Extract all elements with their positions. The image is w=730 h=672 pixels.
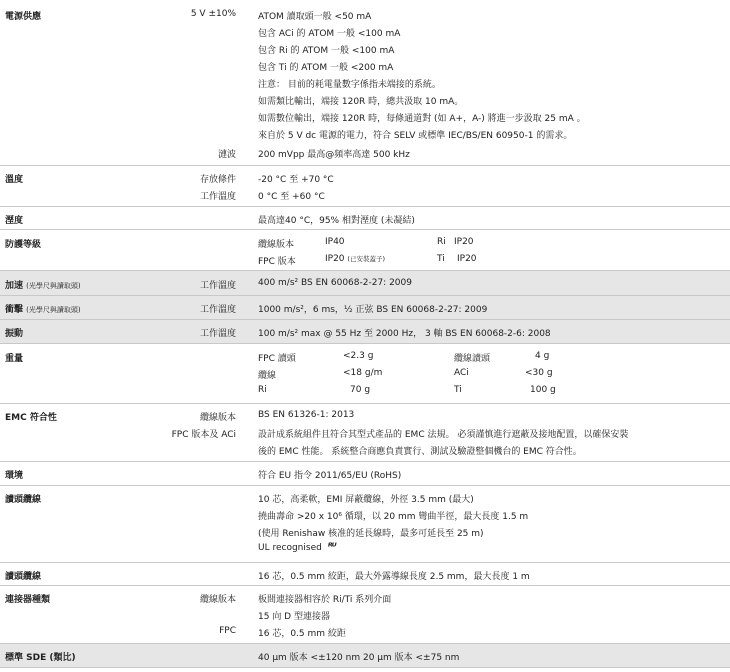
- head-cable2-value: 16 芯，0.5 mm 絞距，最大外露導線長度 2.5 mm，最大長度 1 m: [258, 572, 530, 582]
- humidity-value: 最高達40 °C，95% 相對溼度 (未凝結): [258, 216, 415, 226]
- emc-value2a: 設計成系統組件且符合其型式產品的 EMC 法規。 必須謹慎進行遮蔽及接地配置，以確保安裝: [258, 430, 629, 440]
- sealing-ti-value: IP20: [457, 254, 477, 264]
- operating-value: 0 °C 至 +60 °C: [258, 192, 325, 202]
- power-line-6: 如需數位輸出，端接 120R 時，每條通道對 (如 A+，A-) 將進一步汲取 25 mA 。: [258, 114, 586, 124]
- sealing-ri-value: IP20: [454, 237, 474, 247]
- storage-value: -20 °C 至 +70 °C: [258, 175, 334, 185]
- power-section: [0, 0, 730, 165]
- temperature-section: [0, 166, 730, 206]
- mass-label: 重量: [5, 354, 24, 364]
- humidity-section: [0, 207, 730, 229]
- environment-value: 符合 EU 指令 2011/65/EU (RoHS): [258, 471, 402, 481]
- sealing-fpc-value: [325, 254, 385, 264]
- head-cable-line-3: [258, 542, 336, 553]
- divider: [0, 667, 730, 668]
- vibration-label: 振動: [5, 329, 24, 339]
- ripple-cond: 漣波: [217, 150, 236, 160]
- acceleration-value: 400 m/s² BS EN 60068-2-27: 2009: [258, 278, 412, 288]
- head-cable-line-2: (使用 Renishaw 核准的延長線時，最多可延長至 25 m): [258, 529, 484, 539]
- shock-sub: (光學尺與讀取頭): [26, 306, 81, 314]
- mass-ri-value: 70 g: [350, 385, 371, 395]
- environment-section: [0, 462, 730, 485]
- mass-aci-label: ACi: [454, 368, 469, 378]
- sealing-ri-label: Ri: [437, 237, 446, 247]
- vibration-value: 100 m/s² max @ 55 Hz 至 2000 Hz， 3 軸 BS EN 60068-2-6: 2008: [258, 329, 551, 339]
- ripple-value: 200 mVpp 最高@頻率高達 500 kHz: [258, 150, 410, 160]
- power-cond: 5 V ±10%: [190, 9, 236, 19]
- mass-cable-head-label: 纜線讀頭: [454, 354, 491, 364]
- sealing-cable-value: IP40: [325, 237, 345, 247]
- emc-label: EMC 符合性: [5, 413, 57, 423]
- acceleration-section: [0, 271, 730, 295]
- power-line-3: 包含 Ti 的 ATOM 一般 <200 mA: [258, 63, 394, 73]
- acceleration-sub: (光學尺與讀取頭): [26, 282, 81, 290]
- acceleration-cond: 工作溫度: [199, 281, 236, 291]
- connector-value1: 板間連接器相容於 Ri/Ti 系列介面: [258, 595, 392, 605]
- power-line-7: 來自於 5 V dc 電源的電力，符合 SELV 或標準 IEC/BS/EN 60950-1 的需求。: [258, 131, 573, 141]
- mass-cable-label: 纜線: [258, 371, 277, 381]
- connector-cond2: FPC: [219, 626, 236, 636]
- vibration-cond: 工作溫度: [199, 329, 236, 339]
- power-line-4: 注意： 目前的耗電量數字係指未端接的系統。: [258, 80, 441, 90]
- emc-value2b: 後的 EMC 性能。 系統整合商應負責實行、測試及驗證整個機台的 EMC 符合性。: [258, 447, 582, 457]
- head-cable-label: 讀頭纜線: [5, 495, 42, 505]
- mass-fpc-head-value: <2.3 g: [343, 351, 374, 361]
- head-cable2-section: [0, 563, 730, 585]
- ul-text: UL recognised: [258, 543, 322, 553]
- emc-cond1: 纜線版本: [199, 413, 236, 423]
- emc-cond2: FPC 版本及 ACi: [171, 430, 236, 440]
- connector-value1b: 15 向 D 型連接器: [258, 612, 330, 622]
- power-label: 電源供應: [5, 12, 42, 22]
- shock-value: 1000 m/s²，6 ms，½ 正弦 BS EN 60068-2-27: 2009: [258, 305, 488, 315]
- mass-section: [0, 344, 730, 403]
- sealing-label: 防護等級: [5, 240, 42, 250]
- storage-cond: 存放條件: [199, 175, 236, 185]
- power-line-0: ATOM 讀取頭一般 <50 mA: [258, 12, 372, 22]
- acceleration-label-text: 加速: [5, 281, 24, 291]
- head-cable-section: [0, 486, 730, 562]
- humidity-label: 溼度: [5, 216, 24, 226]
- ul-mark-icon: ᴿᵁ: [327, 542, 336, 553]
- mass-ti-label: Ti: [454, 385, 462, 395]
- mass-aci-value: <30 g: [525, 368, 553, 378]
- acceleration-label: [5, 278, 81, 291]
- connector-label: 連接器種類: [5, 595, 51, 605]
- shock-section: [0, 296, 730, 319]
- temperature-label: 溫度: [5, 175, 24, 185]
- head-cable2-label: 讀頭纜線: [5, 572, 42, 582]
- mass-ti-value: 100 g: [530, 385, 556, 395]
- power-line-1: 包含 ACi 的 ATOM 一般 <100 mA: [258, 29, 401, 39]
- mass-cable-value: <18 g/m: [343, 368, 383, 378]
- sde-section: [0, 644, 730, 667]
- power-line-5: 如需類比輸出，端接 120R 時，總共汲取 10 mA。: [258, 97, 464, 107]
- head-cable-line-1: 撓曲壽命 >20 x 10⁶ 循環，以 20 mm 彎曲半徑，最大長度 1.5 m: [258, 512, 529, 522]
- sealing-fpc-label: FPC 版本: [258, 257, 296, 267]
- environment-label: 環境: [5, 471, 24, 481]
- shock-label-text: 衝擊: [5, 305, 24, 315]
- connector-value2: 16 芯，0.5 mm 絞距: [258, 629, 346, 639]
- shock-label: [5, 302, 81, 315]
- mass-fpc-head-label: FPC 讀頭: [258, 354, 296, 364]
- emc-section: [0, 404, 730, 461]
- sealing-cable-label: 纜線版本: [258, 240, 295, 250]
- sde-value: 40 µm 版本 <±120 nm 20 µm 版本 <±75 nm: [258, 653, 460, 663]
- sealing-section: [0, 230, 730, 270]
- sealing-ti-label: Ti: [437, 254, 445, 264]
- connector-section: [0, 586, 730, 643]
- power-line-2: 包含 Ri 的 ATOM 一般 <100 mA: [258, 46, 395, 56]
- connector-cond1: 纜線版本: [199, 595, 236, 605]
- mass-cable-head-value: 4 g: [535, 351, 550, 361]
- head-cable-line-0: 10 芯，高柔軟，EMI 屏蔽纜線，外徑 3.5 mm (最大): [258, 495, 474, 505]
- shock-cond: 工作溫度: [199, 305, 236, 315]
- operating-cond: 工作溫度: [199, 192, 236, 202]
- vibration-section: [0, 320, 730, 343]
- sealing-fpc-note: (已安裝蓋子): [347, 255, 385, 263]
- sde-label: 標準 SDE (類比): [5, 653, 76, 663]
- sealing-fpc-value-text: IP20: [325, 254, 345, 264]
- mass-ri-label: Ri: [258, 385, 267, 395]
- emc-value1: BS EN 61326-1: 2013: [258, 410, 355, 420]
